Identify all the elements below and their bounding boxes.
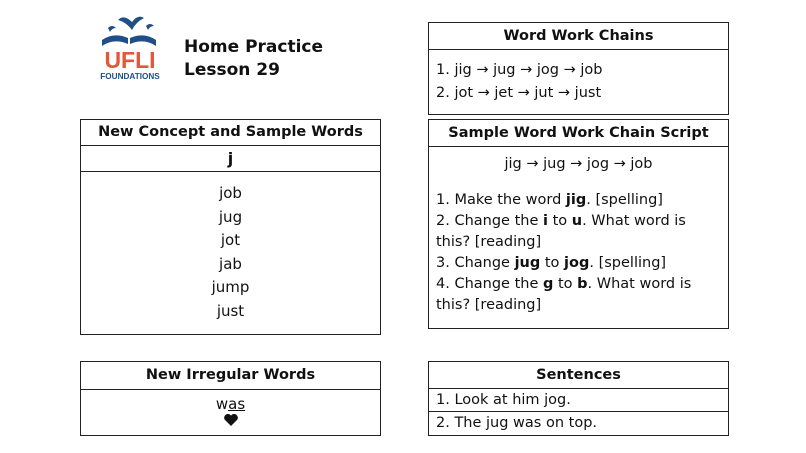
- sample-word-list: [81, 172, 380, 324]
- list-item: jug: [218, 207, 243, 226]
- word-chains-box: [428, 22, 729, 115]
- page-title: [184, 36, 323, 82]
- list-item: jump: [211, 278, 250, 297]
- list-item: jab: [219, 254, 242, 273]
- chain-script-title: Sample Word Work Chain Script: [429, 120, 728, 147]
- script-step-3: 3. Change jug to jog. [spelling]: [436, 255, 667, 271]
- title-line-2: Lesson 29: [184, 60, 280, 80]
- new-concept-title: New Concept and Sample Words: [81, 120, 380, 146]
- grapheme: j: [81, 146, 380, 172]
- irregular-word-prefix: w: [215, 395, 229, 413]
- script-chain: jig → jug → jog → job: [504, 156, 653, 172]
- script-step-4: 4. Change the g to b. What word is this? [reading]: [436, 276, 692, 313]
- logo-graphic: [94, 10, 166, 82]
- list-item: just: [216, 301, 245, 320]
- list-item: jot: [220, 231, 241, 250]
- irregular-word-part: as: [228, 395, 246, 413]
- sentences-box: [428, 361, 729, 436]
- irregular-word: [81, 390, 380, 413]
- script-step-1: 1. Make the word jig. [spelling]: [436, 192, 663, 208]
- list-item: 1. Look at him jog.: [429, 389, 728, 412]
- title-line-1: Home Practice: [184, 37, 324, 57]
- word-chains-title: Word Work Chains: [429, 23, 728, 50]
- irregular-words-title: New Irregular Words: [81, 362, 380, 390]
- irregular-words-box: [80, 361, 381, 436]
- logo-subtext: FOUNDATIONS: [100, 72, 160, 81]
- list-item: 1. jig → jug → jog → job: [436, 62, 603, 78]
- script-step-2: 2. Change the i to u. What word is this? [reading]: [436, 213, 686, 250]
- chain-script-box: [428, 119, 729, 329]
- list-item: 2. The jug was on top.: [436, 415, 598, 431]
- list-item: job: [219, 184, 242, 202]
- logo-text: UFLI: [104, 47, 156, 73]
- ufli-logo: [94, 10, 166, 82]
- sentences-title: Sentences: [429, 362, 728, 389]
- heart-icon: [81, 413, 380, 427]
- new-concept-box: [80, 119, 381, 335]
- list-item: 2. jot → jet → jut → just: [436, 85, 602, 101]
